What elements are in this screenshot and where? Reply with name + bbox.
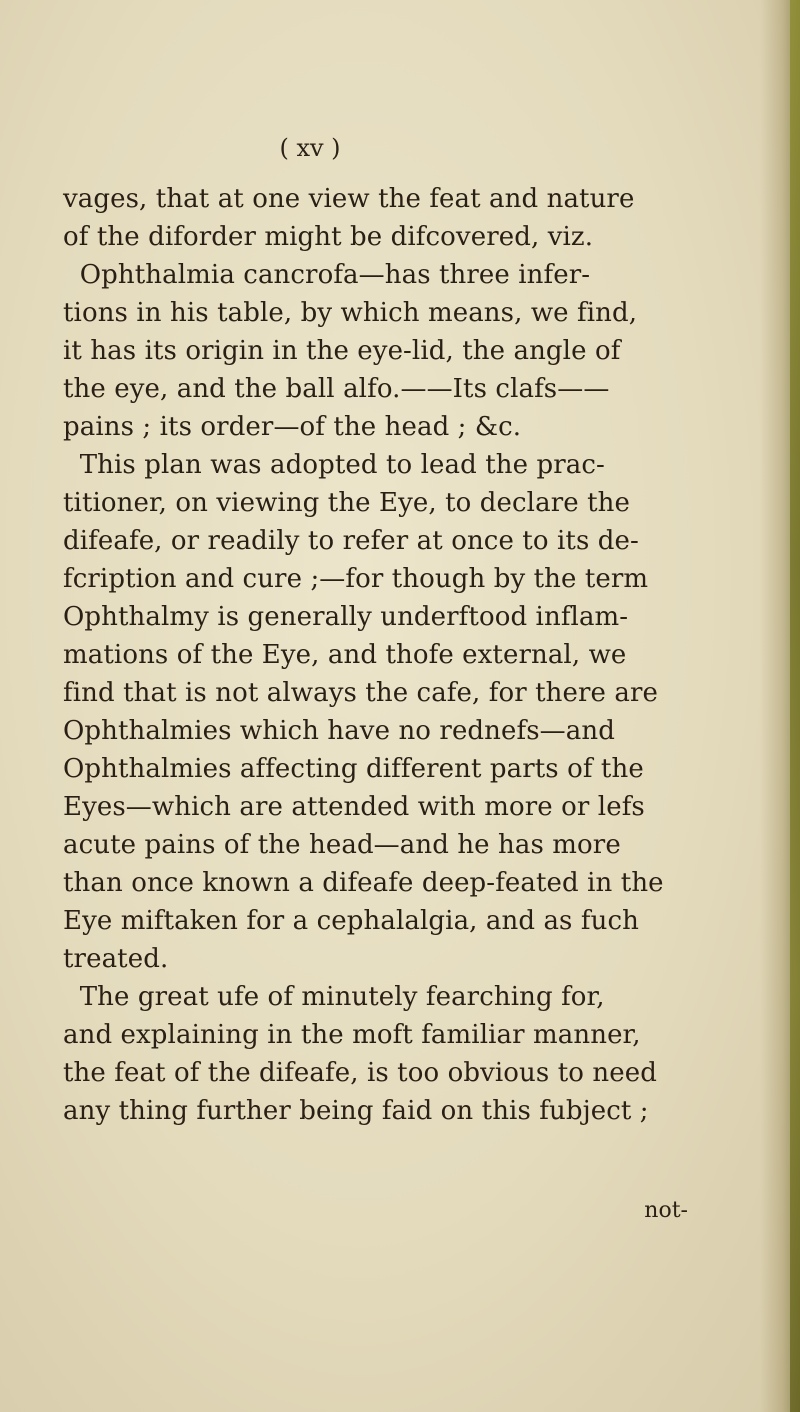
text-line: mations of the Eye, and thofe external, we bbox=[63, 640, 627, 670]
text-line: acute pains of the head—and he has more bbox=[63, 830, 621, 860]
text-line: fcription and cure ;—for though by the term bbox=[63, 564, 649, 594]
text-line: difeafe, or readily to refer at once to its de- bbox=[63, 526, 639, 556]
text-line: of the diforder might be difcovered, viz. bbox=[63, 222, 594, 252]
text-line: titioner, on viewing the Eye, to declare the bbox=[63, 488, 630, 518]
text-line: the eye, and the ball alfo.——Its clafs—— bbox=[63, 374, 610, 404]
body-text bbox=[63, 180, 688, 1223]
text-line: and explaining in the moft familiar manner, bbox=[63, 1020, 641, 1050]
text-line: Ophthalmia cancrofa—has three infer- bbox=[63, 260, 591, 290]
page-edge-strip bbox=[790, 0, 800, 1412]
text-line: any thing further being faid on this fubject ; bbox=[63, 1096, 649, 1126]
text-line: Ophthalmy is generally underftood inflam- bbox=[63, 602, 629, 632]
catchword: not- bbox=[644, 1198, 688, 1223]
text-line: vages, that at one view the feat and nature bbox=[63, 184, 635, 214]
page-number-header: ( xv ) bbox=[279, 134, 341, 162]
text-line: Ophthalmies which have no rednefs—and bbox=[63, 716, 615, 746]
text-line: The great ufe of minutely fearching for, bbox=[63, 982, 605, 1012]
text-line: Eyes—which are attended with more or lefs bbox=[63, 792, 645, 822]
text-line: Ophthalmies affecting different parts of the bbox=[63, 754, 644, 784]
text-line: treated. bbox=[63, 944, 169, 974]
text-line: find that is not always the cafe, for there are bbox=[63, 678, 658, 708]
text-line: This plan was adopted to lead the prac- bbox=[63, 450, 605, 480]
text-line: pains ; its order—of the head ; &c. bbox=[63, 412, 522, 442]
text-line: Eye miftaken for a cephalalgia, and as fuch bbox=[63, 906, 639, 936]
text-line: than once known a difeafe deep-feated in the bbox=[63, 868, 664, 898]
text-line: tions in his table, by which means, we find, bbox=[63, 298, 638, 328]
text-line: it has its origin in the eye-lid, the angle of bbox=[63, 336, 621, 366]
text-line: the feat of the difeafe, is too obvious to need bbox=[63, 1058, 657, 1088]
